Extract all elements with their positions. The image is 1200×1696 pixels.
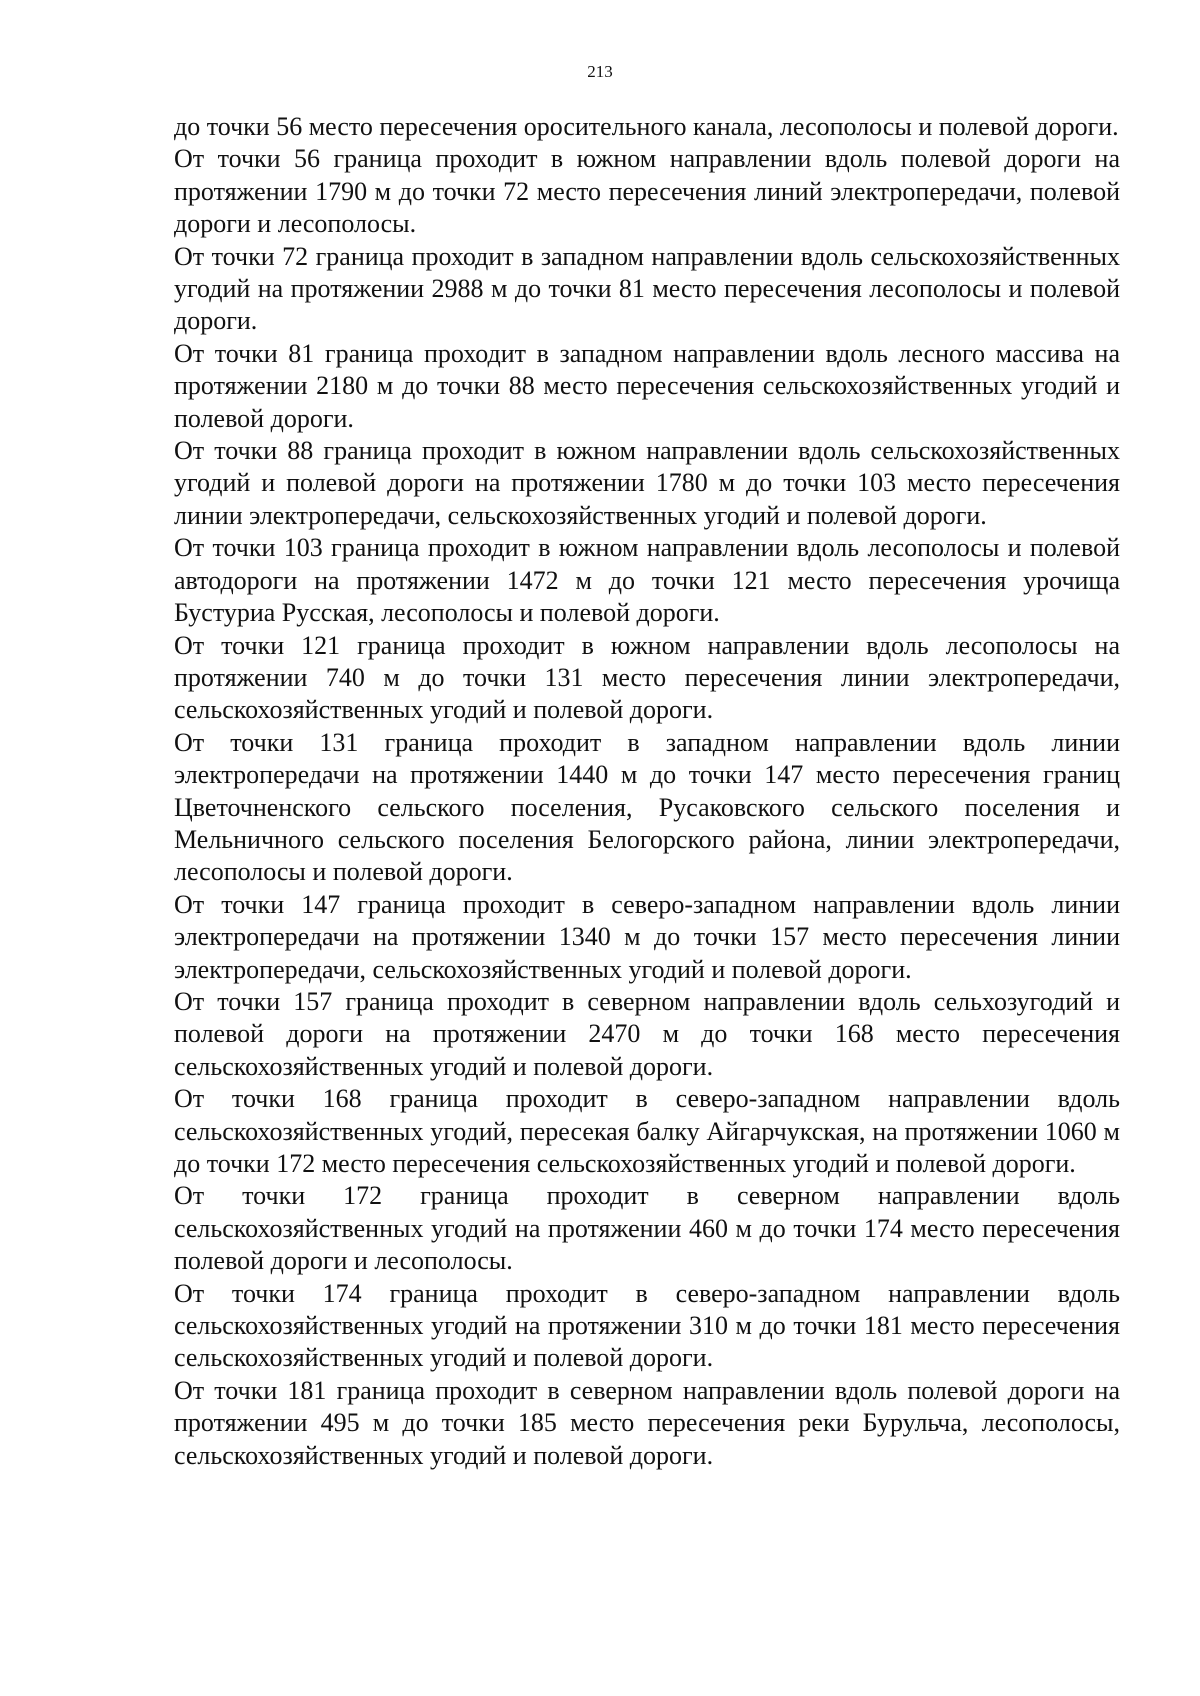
paragraph: От точки 81 граница проходит в западном направлении вдоль лесного массива на протяжении 2180 м до точки 88 место пересечения сельскохозяйственных угодий и полевой дороги. bbox=[174, 338, 1120, 433]
paragraph: От точки 181 граница проходит в северном направлении вдоль полевой дороги на протяжении 495 м до точки 185 место пересечения реки Бурульча, лесополосы, сельскохозяйственных угодий и полевой дороги. bbox=[174, 1375, 1120, 1470]
paragraph: От точки 147 граница проходит в северо-западном направлении вдоль линии электропередачи на протяжении 1340 м до точки 157 место пересечения линии электропередачи, сельскохозяйственных угодий и полевой дороги. bbox=[174, 889, 1120, 984]
paragraph: От точки 172 граница проходит в северном направлении вдоль сельскохозяйственных угодий на протяжении 460 м до точки 174 место пересечения полевой дороги и лесополосы. bbox=[174, 1181, 1120, 1276]
paragraph: до точки 56 место пересечения оросительного канала, лесополосы и полевой дороги. bbox=[174, 112, 1119, 141]
page-number: 213 bbox=[587, 62, 613, 81]
paragraph: От точки 157 граница проходит в северном направлении вдоль сельхозугодий и полевой дороги на протяжении 2470 м до точки 168 место пересечения сельскохозяйственных угодий и полевой дороги. bbox=[174, 986, 1120, 1081]
paragraph: От точки 168 граница проходит в северо-западном направлении вдоль сельскохозяйственных угодий, пересекая балку Айгарчукская, на протяжении 1060 м до точки 172 место пересечения сельскохозяйственных угодий и полевой дороги. bbox=[174, 1084, 1120, 1178]
paragraph: От точки 56 граница проходит в южном направлении вдоль полевой дороги на протяжении 1790 м до точки 72 место пересечения линий электропередачи, полевой дороги и лесополосы. bbox=[174, 144, 1120, 239]
paragraph: От точки 72 граница проходит в западном направлении вдоль сельскохозяйственных угодий на протяжении 2988 м до точки 81 место пересечения лесополосы и полевой дороги. bbox=[174, 241, 1120, 336]
paragraph: От точки 131 граница проходит в западном направлении вдоль линии электропередачи на протяжении 1440 м до точки 147 место пересечения границ Цветочненского сельского поселения, Русаковского сельского поселения и Мельничного сельского поселения Белогорского района, линии электропередачи, лесополосы и полевой дороги. bbox=[174, 727, 1120, 887]
paragraph: От точки 88 граница проходит в южном направлении вдоль сельскохозяйственных угодий и полевой дороги на протяжении 1780 м до точки 103 место пересечения линии электропередачи, сельскохозяйственных угодий и полевой дороги. bbox=[174, 436, 1120, 530]
paragraph: От точки 103 граница проходит в южном направлении вдоль лесополосы и полевой автодороги на протяжении 1472 м до точки 121 место пересечения урочища Бустуриа Русская, лесополосы и полевой дороги. bbox=[174, 533, 1120, 628]
document-body bbox=[174, 111, 1120, 1472]
paragraph: От точки 121 граница проходит в южном направлении вдоль лесополосы на протяжении 740 м до точки 131 место пересечения линии электропередачи, сельскохозяйственных угодий и полевой дороги. bbox=[174, 630, 1120, 725]
paragraph: От точки 174 граница проходит в северо-западном направлении вдоль сельскохозяйственных угодий на протяжении 310 м до точки 181 место пересечения сельскохозяйственных угодий и полевой дороги. bbox=[174, 1278, 1120, 1373]
